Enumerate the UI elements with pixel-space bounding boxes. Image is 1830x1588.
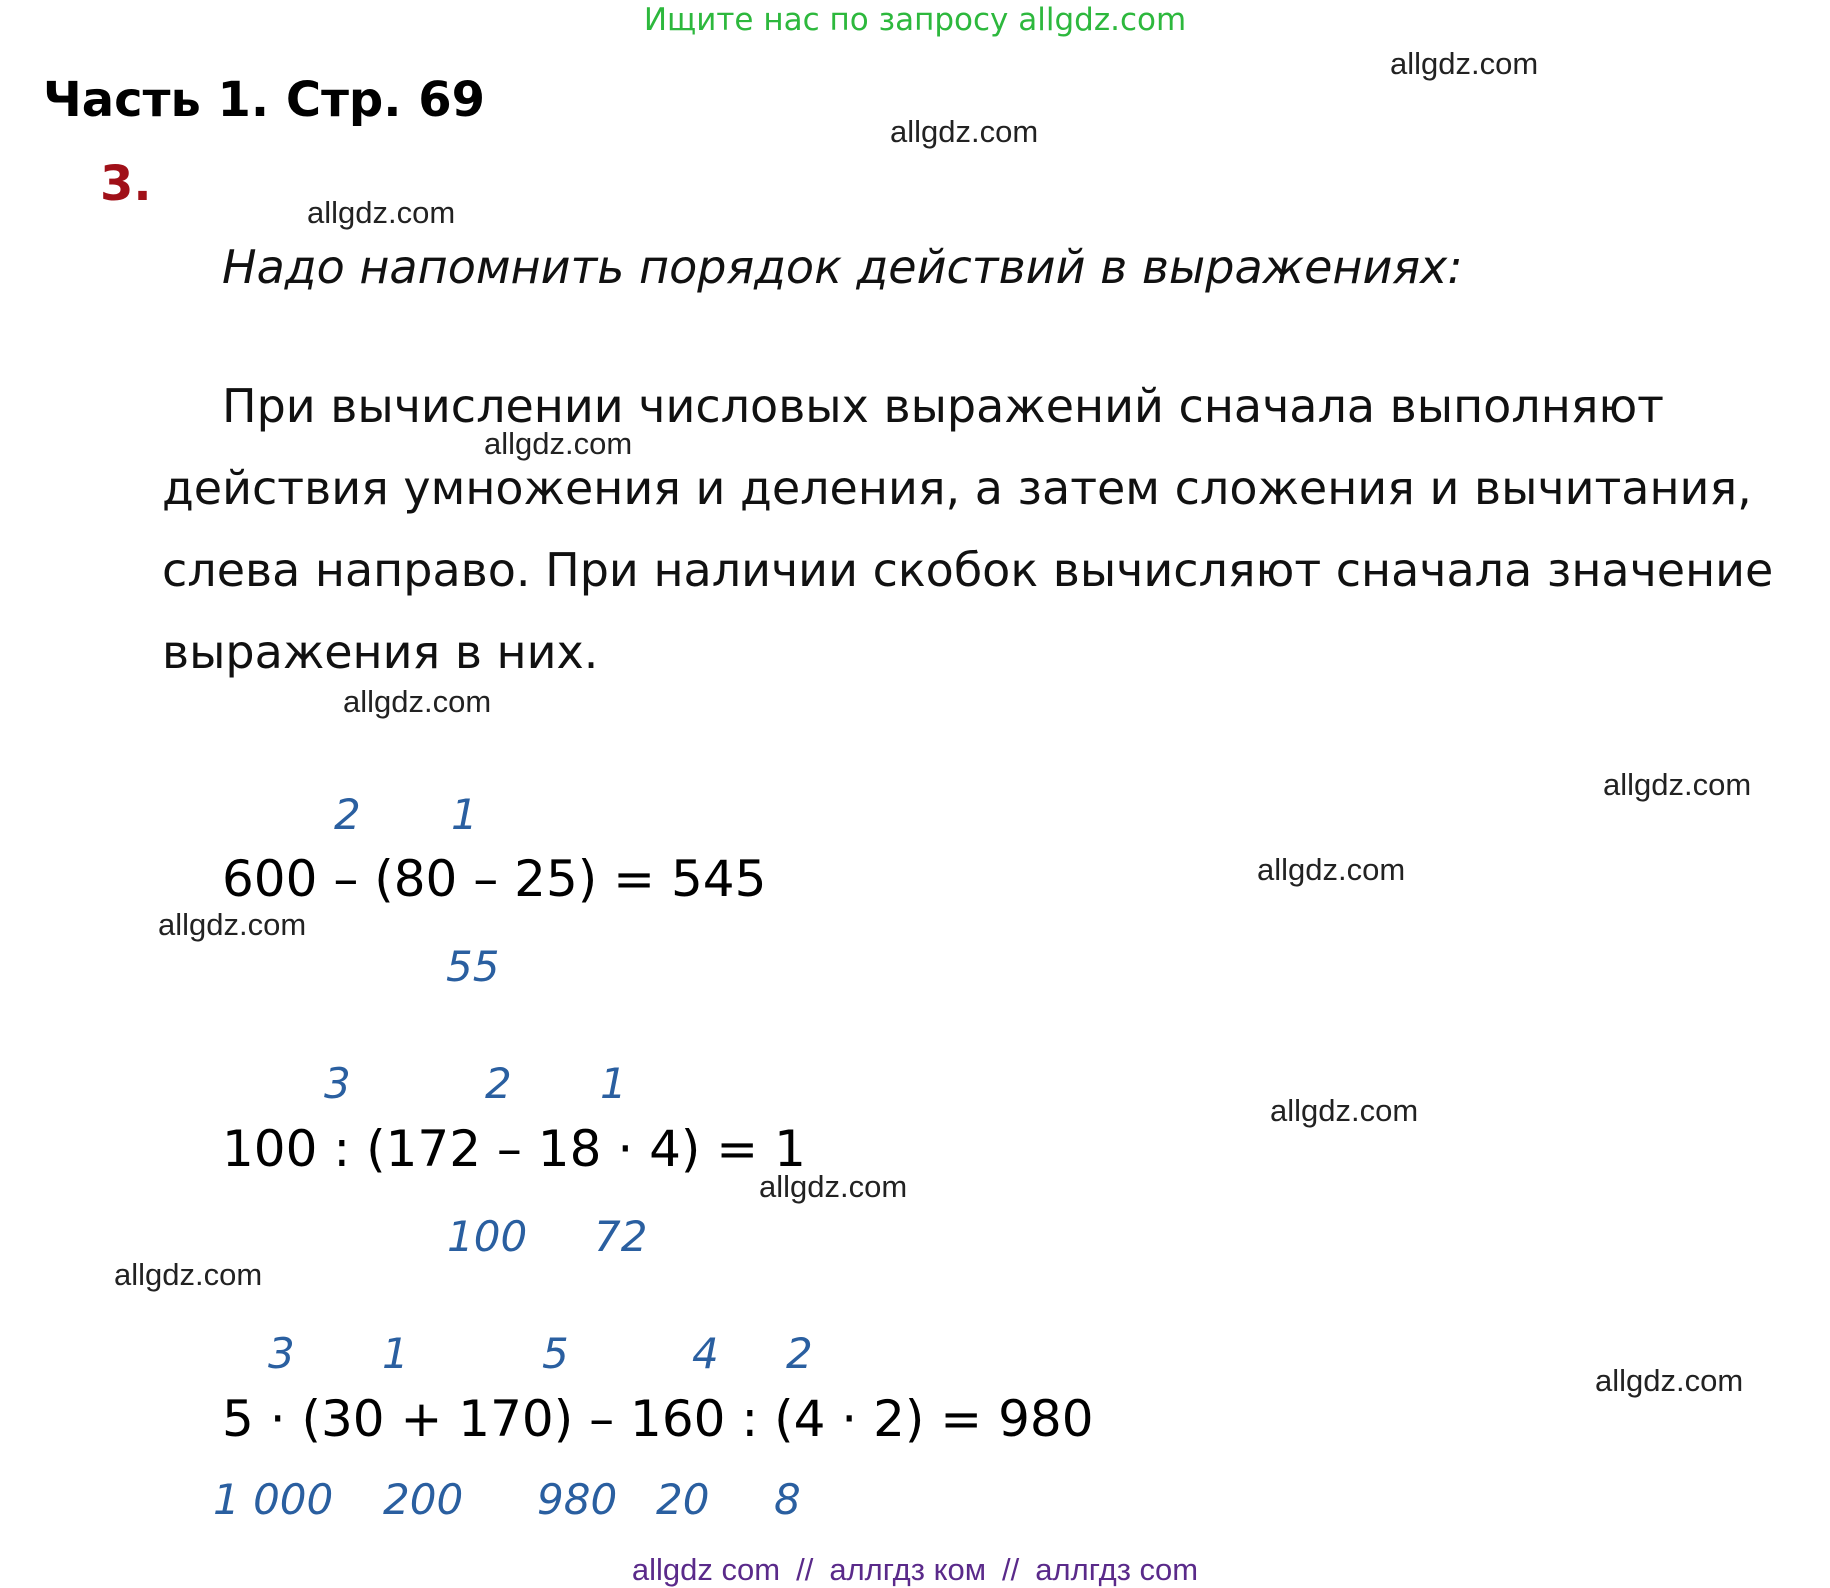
watermark: allgdz.com [1603, 767, 1752, 802]
watermark: allgdz.com [1390, 46, 1539, 81]
rule-paragraph [162, 365, 1812, 693]
intermediate-result: 20 [656, 1475, 710, 1524]
order-mark: 3 [268, 1329, 295, 1378]
order-mark: 1 [382, 1329, 409, 1378]
watermark: allgdz.com [759, 1169, 908, 1204]
intermediate-result: 1 000 [213, 1475, 334, 1524]
intermediate-result: 100 [447, 1212, 528, 1261]
intermediate-result: 55 [446, 942, 500, 991]
order-mark: 2 [334, 790, 361, 839]
footer-part: аллгдз com [1035, 1552, 1199, 1587]
watermark: allgdz.com [1257, 852, 1406, 887]
page-title: Часть 1. Стр. 69 [43, 72, 486, 128]
rule-text: При вычислении числовых выражений сначала выполняют действия умножения и деления, а затем сложения и вычитания, слева направо. При наличии скобок вычисляют сначала значение выражения в них. [162, 379, 1774, 679]
watermark: allgdz.com [890, 114, 1039, 149]
watermark: allgdz.com [307, 195, 456, 230]
order-mark: 4 [692, 1329, 719, 1378]
order-mark: 3 [324, 1059, 351, 1108]
intermediate-result: 8 [774, 1475, 801, 1524]
footer-part: аллгдз ком [829, 1552, 987, 1587]
footer-separator: // [796, 1552, 814, 1587]
footer-part: allgdz com [631, 1552, 781, 1587]
order-mark: 1 [451, 790, 478, 839]
watermark: allgdz.com [158, 907, 307, 942]
expression-2: 100 : (172 – 18 · 4) = 1 [222, 1120, 806, 1178]
watermark: allgdz.com [484, 426, 633, 461]
intermediate-result: 72 [594, 1212, 648, 1261]
watermark: allgdz.com [1270, 1093, 1419, 1128]
search-banner: Ищите нас по запросу allgdz.com [643, 2, 1187, 38]
order-mark: 5 [542, 1329, 569, 1378]
task-number: 3. [100, 156, 152, 212]
watermark: allgdz.com [343, 684, 492, 719]
intro-text: Надо напомнить порядок действий в выражениях: [222, 240, 1463, 294]
footer-separator: // [1002, 1552, 1020, 1587]
intermediate-result: 200 [383, 1475, 464, 1524]
expression-3: 5 · (30 + 170) – 160 : (4 · 2) = 980 [222, 1390, 1094, 1448]
watermark: allgdz.com [114, 1257, 263, 1292]
order-mark: 2 [485, 1059, 512, 1108]
order-mark: 1 [600, 1059, 627, 1108]
order-mark: 2 [786, 1329, 813, 1378]
watermark: allgdz.com [1595, 1363, 1744, 1398]
expression-1: 600 – (80 – 25) = 545 [222, 850, 767, 908]
intermediate-result: 980 [537, 1475, 618, 1524]
footer [0, 1552, 1830, 1588]
